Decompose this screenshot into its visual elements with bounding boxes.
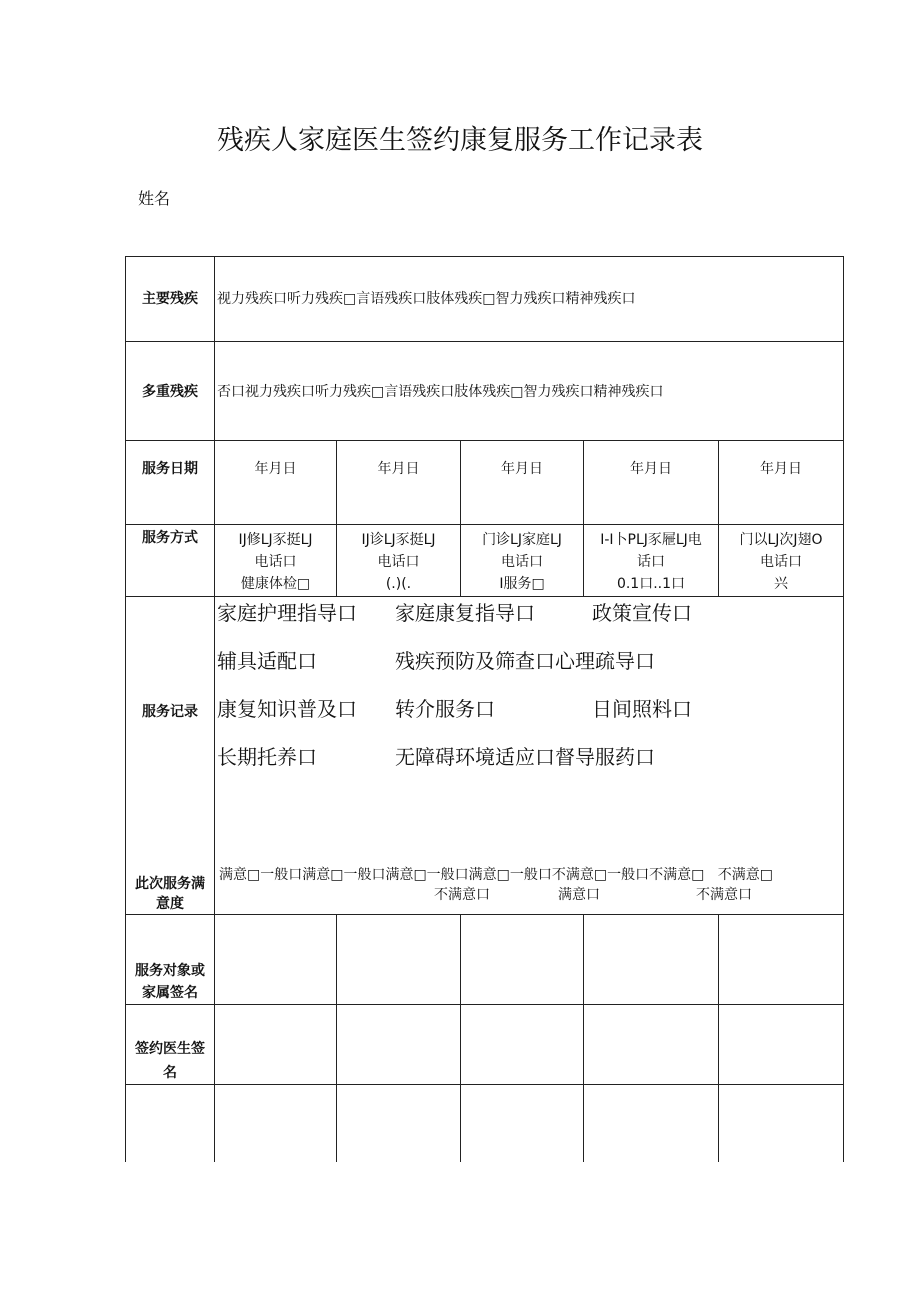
service-method-line1: IJ诊LJ豕挺LJ (361, 532, 436, 548)
satisfaction-extra[interactable]: 不满意口 (434, 887, 490, 903)
service-record-option[interactable]: 政策宣传口 (592, 601, 692, 625)
service-record-option[interactable]: 转介服务口 (395, 697, 495, 721)
service-date-cell[interactable]: 年月日 (377, 461, 420, 477)
doctor-signature-label (126, 1037, 214, 1085)
service-date-cell[interactable]: 年月日 (760, 461, 802, 477)
doctor-signature-cell[interactable] (719, 1005, 843, 1084)
service-method-line1: I-I卜PLJ豕屜LJ电 (600, 532, 702, 548)
service-method-line2: 电话口 (254, 554, 297, 570)
service-record-option[interactable]: 无障碍环境适应口督导服药口 (395, 745, 655, 769)
service-method-label: 服务方式 (142, 530, 198, 546)
main-disability-options[interactable]: 视力残疾口听力残疾□言语残疾口肢体残疾□智力残疾口精神残疾口 (217, 291, 636, 307)
service-method-line1: 门以LJ次J翅O (739, 532, 823, 548)
service-date-cell[interactable]: 年月日 (501, 461, 543, 477)
client-signature-cell[interactable] (461, 915, 583, 1004)
service-method-cell[interactable] (461, 529, 583, 596)
service-method-line3: I服务□ (499, 576, 545, 592)
service-record-option[interactable]: 日间照料口 (592, 697, 692, 721)
multiple-disability-options[interactable]: 否口视力残疾口听力残疾□言语残疾口肢体残疾□智力残疾口精神残疾口 (217, 384, 664, 400)
doctor-signature-label-line1: 签约医生签 (135, 1041, 205, 1057)
main-disability-label: 主要残疾 (142, 291, 198, 307)
satisfaction-extra[interactable]: 满意口 (558, 887, 600, 903)
service-date-cell[interactable]: 年月日 (630, 461, 672, 477)
service-method-cell[interactable] (215, 529, 336, 596)
service-method-line2: 电话口 (377, 554, 420, 570)
service-method-line3: 健康体检□ (240, 576, 311, 592)
service-method-cell[interactable] (719, 529, 843, 596)
service-method-line3: 0.1口..1口 (616, 576, 686, 592)
client-signature-cell[interactable] (337, 915, 460, 1004)
service-date-cell[interactable]: 年月日 (254, 461, 297, 477)
service-record-option[interactable]: 家庭康复指导口 (395, 601, 535, 625)
doctor-signature-cell[interactable] (584, 1005, 718, 1084)
service-method-line2: 话口 (637, 554, 665, 570)
service-method-line3: 兴 (774, 576, 788, 592)
form-title: 残疾人家庭医生签约康复服务工作记录表 (217, 125, 703, 156)
blank-cell[interactable] (584, 1085, 718, 1161)
service-method-cell[interactable] (337, 529, 460, 596)
service-method-line3: (.)(. (385, 576, 412, 592)
name-label: 姓名 (138, 189, 171, 208)
service-record-option[interactable]: 残疾预防及筛查口心理疏导口 (395, 649, 655, 673)
client-signature-cell[interactable] (215, 915, 336, 1004)
service-date-label: 服务日期 (142, 461, 198, 477)
service-record-option[interactable]: 康复知识普及口 (217, 697, 357, 721)
satisfaction-options[interactable]: 满意□一般口满意□一般口满意□一般口满意□一般口不满意□一般口不满意□ 不满意□ (219, 867, 773, 883)
service-record-option[interactable]: 长期托养口 (217, 745, 317, 769)
doctor-signature-cell[interactable] (337, 1005, 460, 1084)
client-signature-label-line2: 家属签名 (142, 985, 198, 1001)
client-signature-cell[interactable] (719, 915, 843, 1004)
client-signature-cell[interactable] (584, 915, 718, 1004)
blank-cell[interactable] (719, 1085, 843, 1161)
satisfaction-label-line2: 意度 (156, 896, 184, 912)
service-record-label: 服务记录 (142, 704, 198, 720)
service-record-option[interactable]: 家庭护理指导口 (217, 601, 357, 625)
doctor-signature-label-line2: 名 (163, 1065, 177, 1081)
service-method-line2: 电话口 (501, 554, 543, 570)
client-signature-label (126, 960, 214, 1004)
doctor-signature-cell[interactable] (461, 1005, 583, 1084)
satisfaction-label-line1: 此次服务满 (135, 876, 205, 892)
multiple-disability-label: 多重残疾 (142, 384, 198, 400)
satisfaction-extra[interactable]: 不满意口 (696, 887, 752, 903)
service-method-line1: IJ修LJ豕挺LJ (238, 532, 313, 548)
service-method-line2: 电话口 (760, 554, 802, 570)
blank-cell[interactable] (215, 1085, 336, 1161)
service-method-line1: 门诊LJ家庭LJ (482, 532, 562, 548)
client-signature-label-line1: 服务对象或 (135, 963, 205, 979)
doctor-signature-cell[interactable] (215, 1005, 336, 1084)
blank-cell[interactable] (461, 1085, 583, 1161)
blank-cell[interactable] (337, 1085, 460, 1161)
service-method-cell[interactable] (584, 529, 718, 596)
satisfaction-label (126, 874, 214, 914)
service-record-option[interactable]: 辅具适配口 (217, 649, 317, 673)
